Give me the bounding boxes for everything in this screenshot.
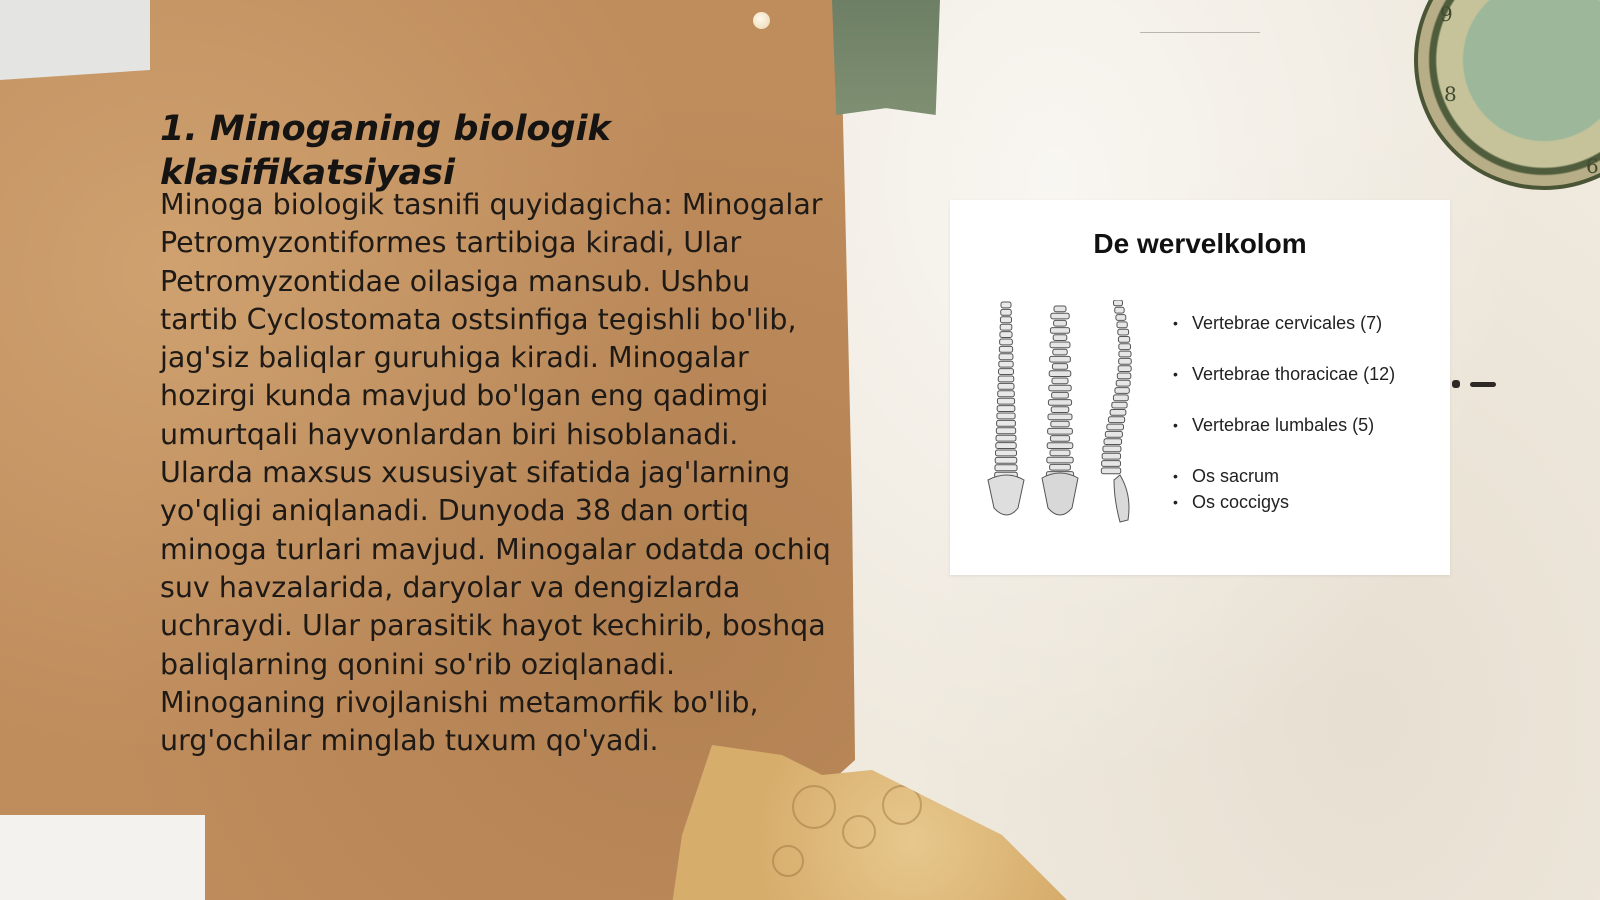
- vertebra: [1049, 371, 1071, 377]
- vertebra: [1052, 392, 1069, 398]
- vertebra: [997, 413, 1015, 419]
- vertebra: [999, 361, 1013, 367]
- vertebra: [1117, 322, 1127, 328]
- vertebra: [1047, 457, 1073, 463]
- spine-illustration: [980, 300, 1155, 530]
- vertebra: [1048, 414, 1072, 420]
- vertebra: [1047, 443, 1073, 449]
- vertebra: [996, 450, 1017, 456]
- vertebra: [1102, 453, 1120, 459]
- vertebra: [1114, 300, 1123, 306]
- vertebra: [997, 406, 1015, 412]
- list-item: • Os sacrum: [1173, 463, 1395, 489]
- vertebra: [998, 383, 1014, 389]
- vertebra: [1001, 309, 1012, 315]
- ink-dot: [1452, 380, 1460, 388]
- vertebra: [1050, 450, 1070, 456]
- vertebra: [1048, 428, 1073, 434]
- vertebra: [996, 443, 1016, 449]
- spine-image-card: [950, 200, 1450, 575]
- vertebra: [996, 428, 1015, 434]
- vertebra: [999, 369, 1014, 375]
- ornament-swirl: [772, 845, 804, 877]
- vertebra: [995, 457, 1017, 463]
- vertebra: [1000, 332, 1012, 338]
- white-paper-scrap: [0, 815, 205, 900]
- vertebra: [997, 420, 1016, 426]
- vertebra: [1104, 439, 1122, 445]
- vertebra: [1119, 344, 1131, 350]
- vertebra: [1051, 421, 1069, 427]
- vertebra: [996, 435, 1016, 441]
- vertebra: [1113, 395, 1128, 401]
- vertebra: [1118, 337, 1129, 343]
- ink-dash: [1470, 382, 1496, 387]
- clock-number: 9: [1440, 2, 1453, 26]
- list-item: • Vertebrae cervicales (7): [1173, 310, 1395, 336]
- list-item: • Os coccigys: [1173, 489, 1395, 515]
- vertebra: [1110, 410, 1126, 416]
- vertebra: [1112, 402, 1127, 408]
- slide-title: 1. Minoganing biologik klasifikatsiyasi: [160, 109, 611, 193]
- vertebra: [1000, 317, 1011, 323]
- spine-side-icon: [1101, 300, 1131, 522]
- vertebra: [998, 391, 1015, 397]
- vertebra: [1116, 380, 1130, 386]
- vertebra: [1054, 306, 1066, 312]
- vertebra: [1116, 315, 1126, 321]
- vertebra: [1108, 417, 1124, 423]
- vertebra: [999, 354, 1013, 360]
- ornament-swirl: [792, 785, 836, 829]
- pencil-line: [1140, 32, 1260, 33]
- vertebra: [999, 346, 1012, 352]
- spine-front-icon: [988, 302, 1024, 515]
- vertebra: [1101, 468, 1120, 474]
- slide-body-text: Minoga biologik tasnifi quyidagicha: Minogalar Petromyzontiformes tartibiga kiradi, Ular Petromyzontidae oilasiga mansub. Ushbu tartib Cyclostomata ostsinfiga tegishli bo'lib, jag'siz baliqlar guruhiga kiradi. Minogalar hozirgi kunda mavjud bo'lgan eng qadimgi umurtqali hayvonlardan biri hisoblanadi. Ularda maxsus xususiyat sifatida jag'larning yo'qligi aniqlanadi. Dunyoda 38 dan ortiq minoga turlari mavjud. Minogalar odatda ochiq suv havzalarida, daryolar va dengizlarda uchraydi. Ular parasitik hayot kechirib, boshqa baliqlarning qonini so'rib oziqlanadi. Minoganing rivojlanishi metamorfik bo'lib, urg'ochilar minglab tuxum qo'yadi.: [160, 188, 831, 758]
- vertebra: [1119, 358, 1132, 364]
- vertebra: [1048, 400, 1071, 406]
- card-title: De wervelkolom: [1093, 228, 1307, 259]
- vertebra: [1049, 385, 1071, 391]
- vertebra: [1115, 307, 1124, 313]
- vertebra: [1052, 364, 1067, 370]
- vertebra: [1050, 328, 1069, 334]
- list-item: • Vertebrae lumbales (5): [1173, 412, 1395, 438]
- vertebra: [1050, 342, 1070, 348]
- pin-dot: [753, 12, 770, 29]
- vertebrae-list: [1173, 310, 1395, 515]
- vertebra: [1107, 424, 1124, 430]
- list-item: • Vertebrae thoracicae (12): [1173, 361, 1395, 387]
- vertebra: [1050, 436, 1069, 442]
- vertebra: [997, 398, 1014, 404]
- vertebra: [1105, 431, 1122, 437]
- vertebra: [1051, 407, 1069, 413]
- ornament-swirl: [842, 815, 876, 849]
- vertebra: [1102, 461, 1121, 467]
- vertebra: [1000, 339, 1013, 345]
- vertebra: [1115, 388, 1129, 394]
- spine-back-icon: [1042, 306, 1078, 515]
- vertebra: [1119, 351, 1131, 357]
- vertebra: [1118, 366, 1131, 372]
- vertebra: [1103, 446, 1121, 452]
- vertebra: [1054, 320, 1067, 326]
- vertebra: [1053, 335, 1067, 341]
- clock-number: 8: [1444, 82, 1457, 106]
- vertebra: [1050, 464, 1071, 470]
- vertebra: [995, 465, 1017, 471]
- vertebra: [1000, 324, 1012, 330]
- vertebra: [1052, 378, 1068, 384]
- vertebra: [1001, 302, 1011, 308]
- vertebra: [1118, 329, 1129, 335]
- vertebra: [1053, 349, 1067, 355]
- green-tape-strip: [832, 0, 940, 115]
- vertebra: [1117, 373, 1131, 379]
- vertebra: [998, 376, 1014, 382]
- clock-number: 6: [1586, 154, 1599, 178]
- vertebra: [1051, 313, 1069, 319]
- vertebra: [1050, 356, 1071, 362]
